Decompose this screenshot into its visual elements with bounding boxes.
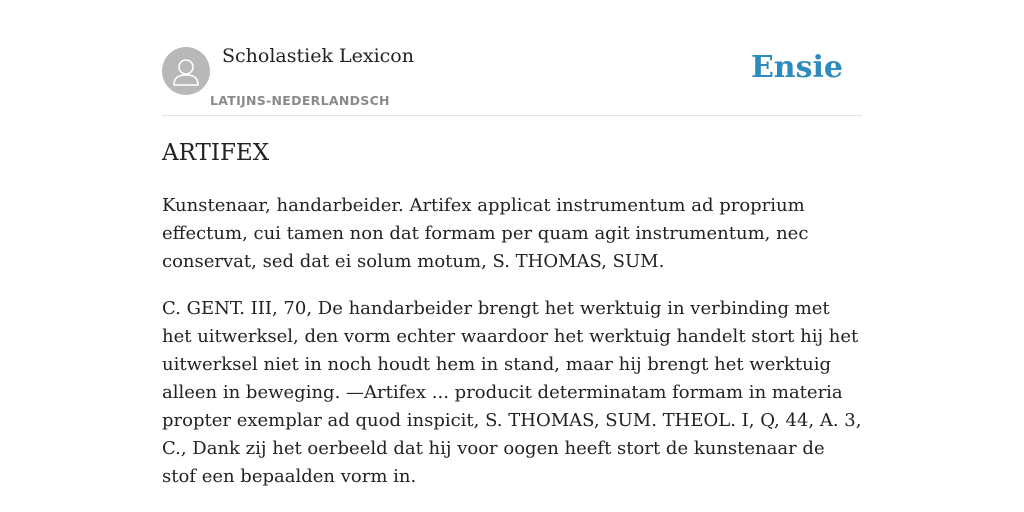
entry-paragraph: C. GENT. III, 70, De handarbeider brengt het werktuig in verbinding met het uitwerksel, den vorm echter waardoor het werktuig handelt stort hij het uitwerksel niet in noch houdt hem in stand, maar hij brengt het werktuig alleen in beweging. —Artifex ... producit determinatam formam in materia propter exemplar ad quod inspicit, S. THOMAS, SUM. THEOL. I, Q, 44, A. 3, C., Dank zij het oerbeeld dat hij voor oogen heeft stort de kunstenaar de stof een bepaalden vorm in. bbox=[162, 298, 862, 487]
user-silhouette-icon bbox=[162, 47, 210, 95]
entry-title: ARTIFEX bbox=[162, 140, 270, 166]
source-title[interactable]: Scholastiek Lexicon bbox=[222, 45, 414, 67]
page bbox=[162, 0, 862, 512]
entry-paragraph: Kunstenaar, handarbeider. Artifex applicat instrumentum ad proprium effectum, cui tamen non dat formam per quam agit instrumentum, nec conservat, sed dat ei solum motum, S. THOMAS, SUM. bbox=[162, 195, 809, 272]
source-subtitle: LATIJNS-NEDERLANDSCH bbox=[210, 93, 390, 108]
header-divider bbox=[162, 115, 862, 116]
avatar[interactable] bbox=[162, 47, 210, 95]
brand-logo[interactable]: Ensie bbox=[750, 50, 843, 85]
entry-body bbox=[162, 192, 862, 510]
